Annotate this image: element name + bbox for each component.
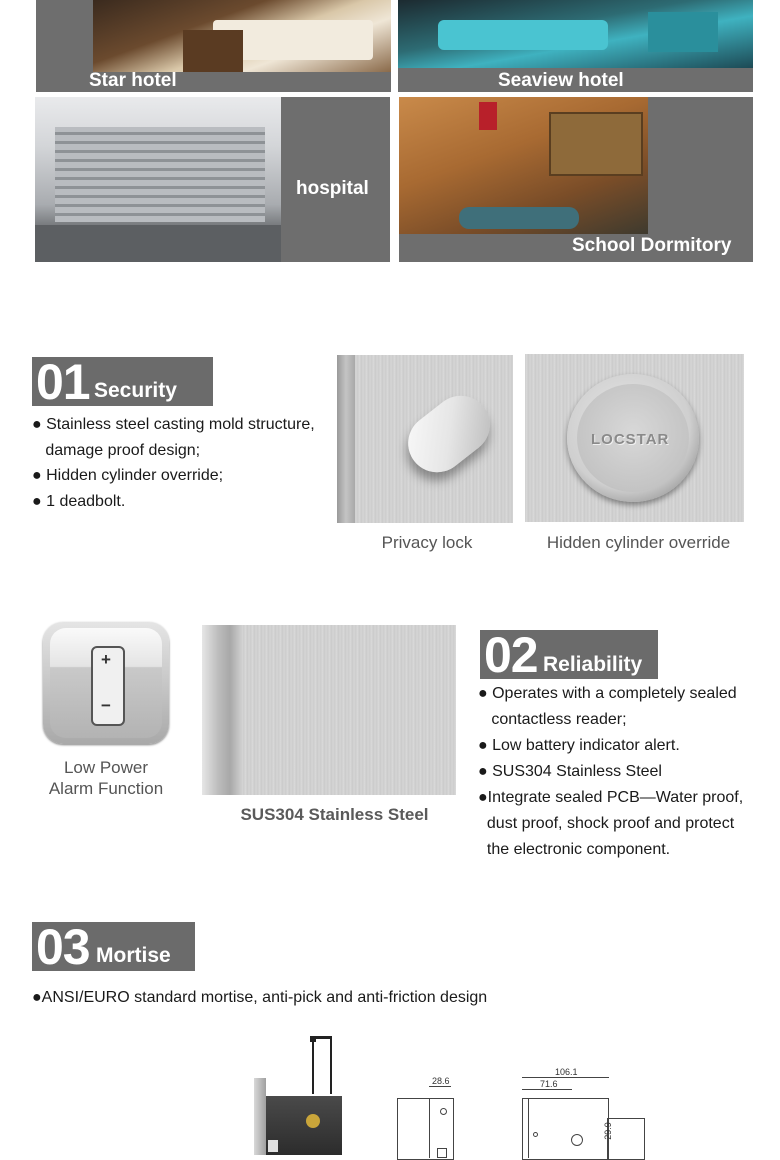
- security-number: 01: [36, 354, 90, 410]
- privacy-lock-image: [337, 355, 513, 523]
- mortise-title: Mortise: [96, 944, 171, 967]
- list-item: ●Integrate sealed PCB—Water proof,: [478, 789, 744, 806]
- privacy-lock-caption: Privacy lock: [381, 533, 473, 552]
- list-item: damage proof design;: [32, 441, 201, 459]
- battery-cell: + −: [91, 646, 125, 726]
- security-bullets: [32, 412, 315, 514]
- list-item: ● Stainless steel casting mold structure,: [32, 416, 315, 433]
- hospital-panel: [35, 97, 390, 262]
- hidden-cylinder-caption: Hidden cylinder override: [546, 533, 731, 552]
- dormitory-photo: [399, 97, 648, 234]
- hidden-cylinder-image: [525, 354, 744, 522]
- mortise-badge: [32, 919, 195, 975]
- security-badge: [32, 354, 213, 410]
- list-item: ● Operates with a completely sealed: [478, 685, 737, 702]
- mortise-number: 03: [36, 919, 90, 975]
- hospital-photo: [35, 97, 281, 262]
- steel-plate-image: [202, 625, 456, 795]
- seaview-hotel-panel: [398, 0, 753, 92]
- steel-plate-caption: SUS304 Stainless Steel: [240, 805, 429, 824]
- low-power-caption: Low Power Alarm Function: [48, 758, 164, 798]
- thumb-turn-icon: [396, 384, 501, 484]
- mortise-side-drawing: 28.6: [395, 1072, 465, 1155]
- reliability-number: 02: [484, 627, 538, 683]
- hospital-caption: hospital: [296, 178, 369, 199]
- mortise-photo: [246, 1036, 346, 1155]
- reliability-bullets: [478, 681, 743, 863]
- list-item: ● 1 deadbolt.: [32, 492, 126, 510]
- cylinder-cover: [567, 374, 699, 502]
- security-title: Security: [94, 379, 177, 402]
- locstar-logo: LOCSTAR: [591, 431, 670, 448]
- star-hotel-caption: Star hotel: [89, 70, 177, 91]
- list-item: ● Low battery indicator alert.: [478, 737, 680, 754]
- star-hotel-photo: [93, 0, 391, 72]
- reliability-title: Reliability: [543, 653, 643, 676]
- list-item: contactless reader;: [478, 711, 627, 728]
- list-item: ● SUS304 Stainless Steel: [478, 763, 662, 780]
- battery-icon: [43, 622, 169, 744]
- reliability-badge: [480, 627, 658, 683]
- mortise-front-drawing: 106.1 71.6 29.9: [505, 1064, 650, 1155]
- list-item: the electronic component.: [478, 841, 671, 858]
- list-item: ● Hidden cylinder override;: [32, 467, 224, 484]
- seaview-hotel-caption: Seaview hotel: [498, 70, 624, 91]
- dormitory-panel: [399, 97, 753, 262]
- mortise-bullet: ●ANSI/EURO standard mortise, anti-pick and anti-friction design: [32, 989, 488, 1006]
- seaview-hotel-photo: [398, 0, 753, 68]
- star-hotel-panel: [36, 0, 391, 92]
- list-item: dust proof, shock proof and protect: [478, 815, 735, 832]
- dormitory-caption: School Dormitory: [572, 235, 732, 256]
